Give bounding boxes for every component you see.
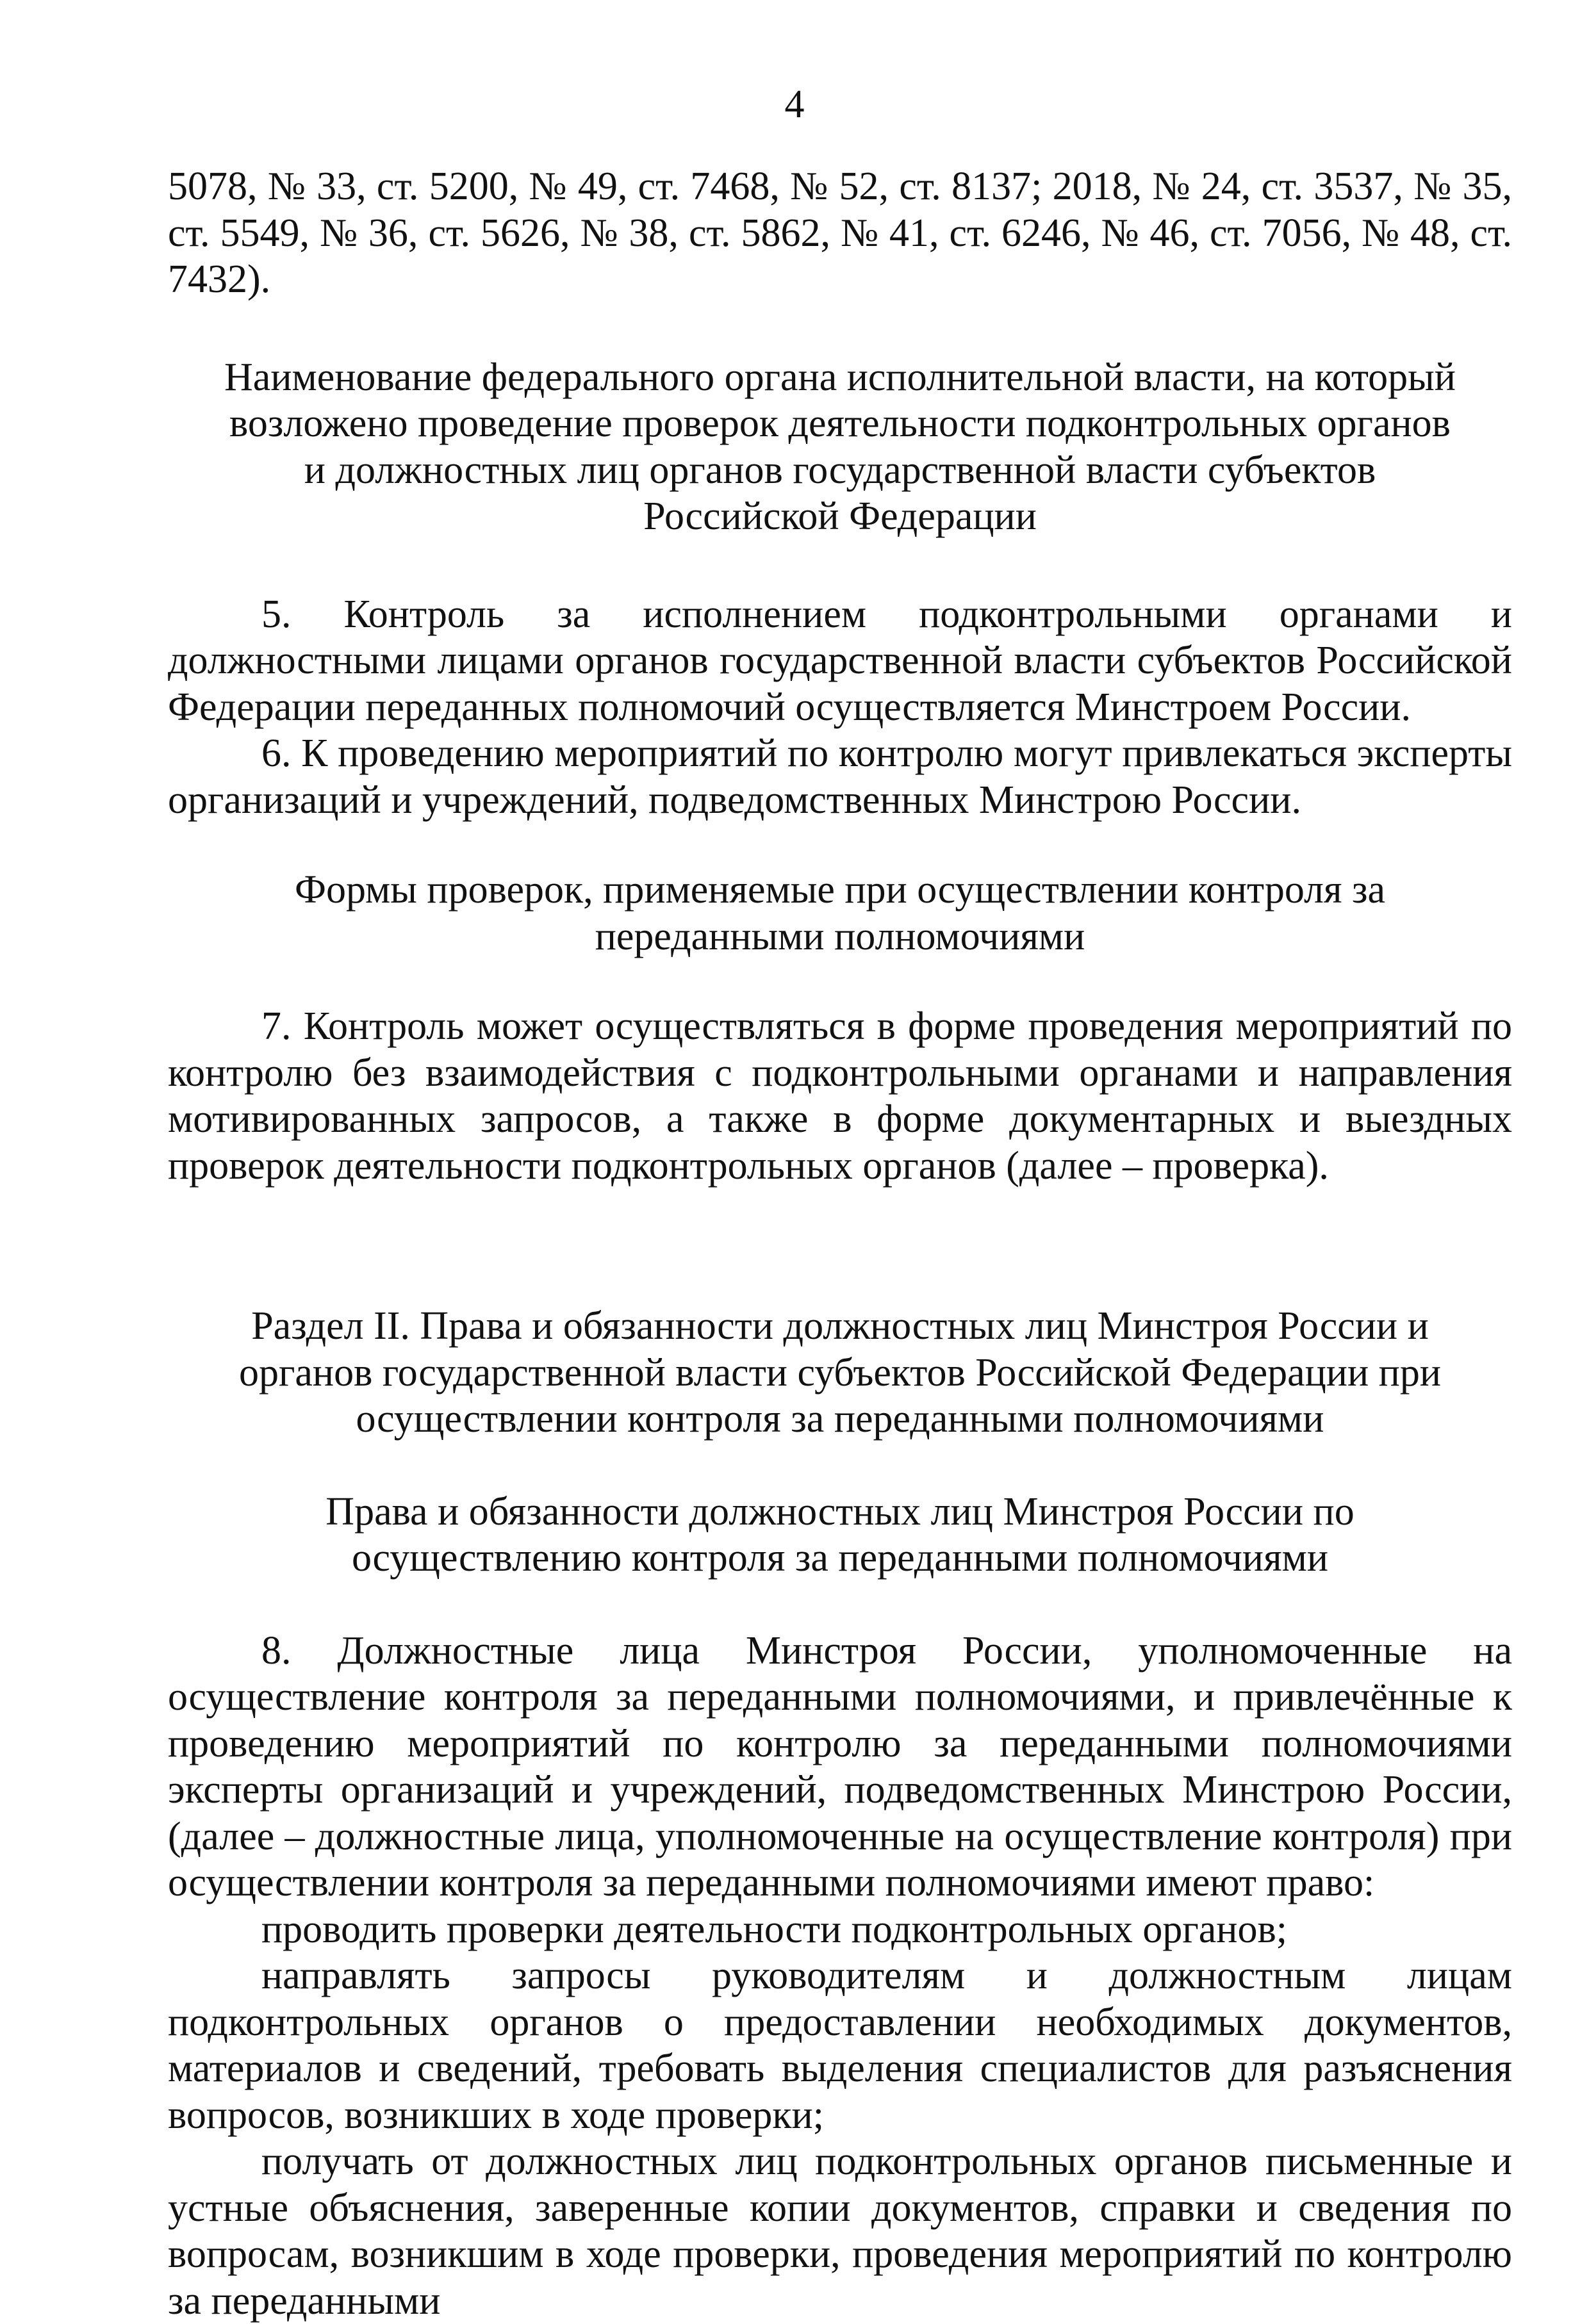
paragraph-item-6: 6. К проведению мероприятий по контролю могут привлекаться эксперты организаций и учреждений, подведомственных Минстрою России.: [168, 732, 1512, 822]
paragraph-item-8: 8. Должностные лица Минстроя России, уполномоченные на осуществление контроля за переданными полномочиями, и привлечённые к проведению мероприятий по контролю за переданными полномочиями эксперты организаций и учреждений, подведомственных Минстрою России, (далее – должностные лица, уполномоченные на осуществление контроля) при осуществлении контроля за переданными полномочиями имеют право:: [168, 1628, 1512, 1904]
right-item-1: проводить проверки деятельности подконтрольных органов;: [261, 1907, 1287, 1951]
document-body: [168, 163, 1512, 2324]
right-item-3: получать от должностных лиц подконтрольных органов письменные и устные объяснения, заверенные копии документов, справки и сведения по вопросам, возникшим в ходе проверки, проведения мероприятий по контролю за переданными: [168, 2140, 1512, 2323]
intro-paragraph: 5078, № 33, ст. 5200, № 49, ст. 7468, № 52, ст. 8137; 2018, № 24, ст. 3537, № 35, ст. 5549, № 36, ст. 5626, № 38, ст. 5862, № 41, ст. 6246, № 46, ст. 7056, № 48, ст. 7432).: [168, 165, 1512, 301]
page-number: 4: [784, 83, 805, 126]
right-item-2: направлять запросы руководителям и должностным лицам подконтрольных органов о предоставлении необходимых документов, материалов и сведений, требовать выделения специалистов для разъяснения вопросов, возникших в ходе проверки;: [168, 1954, 1512, 2137]
paragraph-item-5: 5. Контроль за исполнением подконтрольными органами и должностными лицами органов государственной власти субъектов Российской Федерации переданных полномочий осуществляется Минстроем России.: [168, 592, 1512, 729]
rights-subheading: Права и обязанности должностных лиц Минстроя России по осуществлению контроля за переданными полномочиями: [325, 1489, 1354, 1580]
authority-heading: Наименование федерального органа исполнительной власти, на который возложено проведение проверок деятельности подконтрольных органов и должностных лиц органов государственной власти субъектов Российской Федерации: [224, 355, 1456, 538]
paragraph-item-7: 7. Контроль может осуществляться в форме проведения мероприятий по контролю без взаимодействия с подконтрольными органами и направления мотивированных запросов, а также в форме документарных и выездных проверок деятельности подконтрольных органов (далее – проверка).: [168, 1004, 1512, 1188]
section-2-heading: Раздел II. Права и обязанности должностных лиц Минстроя России и органов государственной власти субъектов Российской Федерации при осуществлении контроля за переданными полномочиями: [238, 1304, 1441, 1441]
forms-heading: Формы проверок, применяемые при осуществлении контроля за переданными полномочиями: [294, 868, 1386, 958]
